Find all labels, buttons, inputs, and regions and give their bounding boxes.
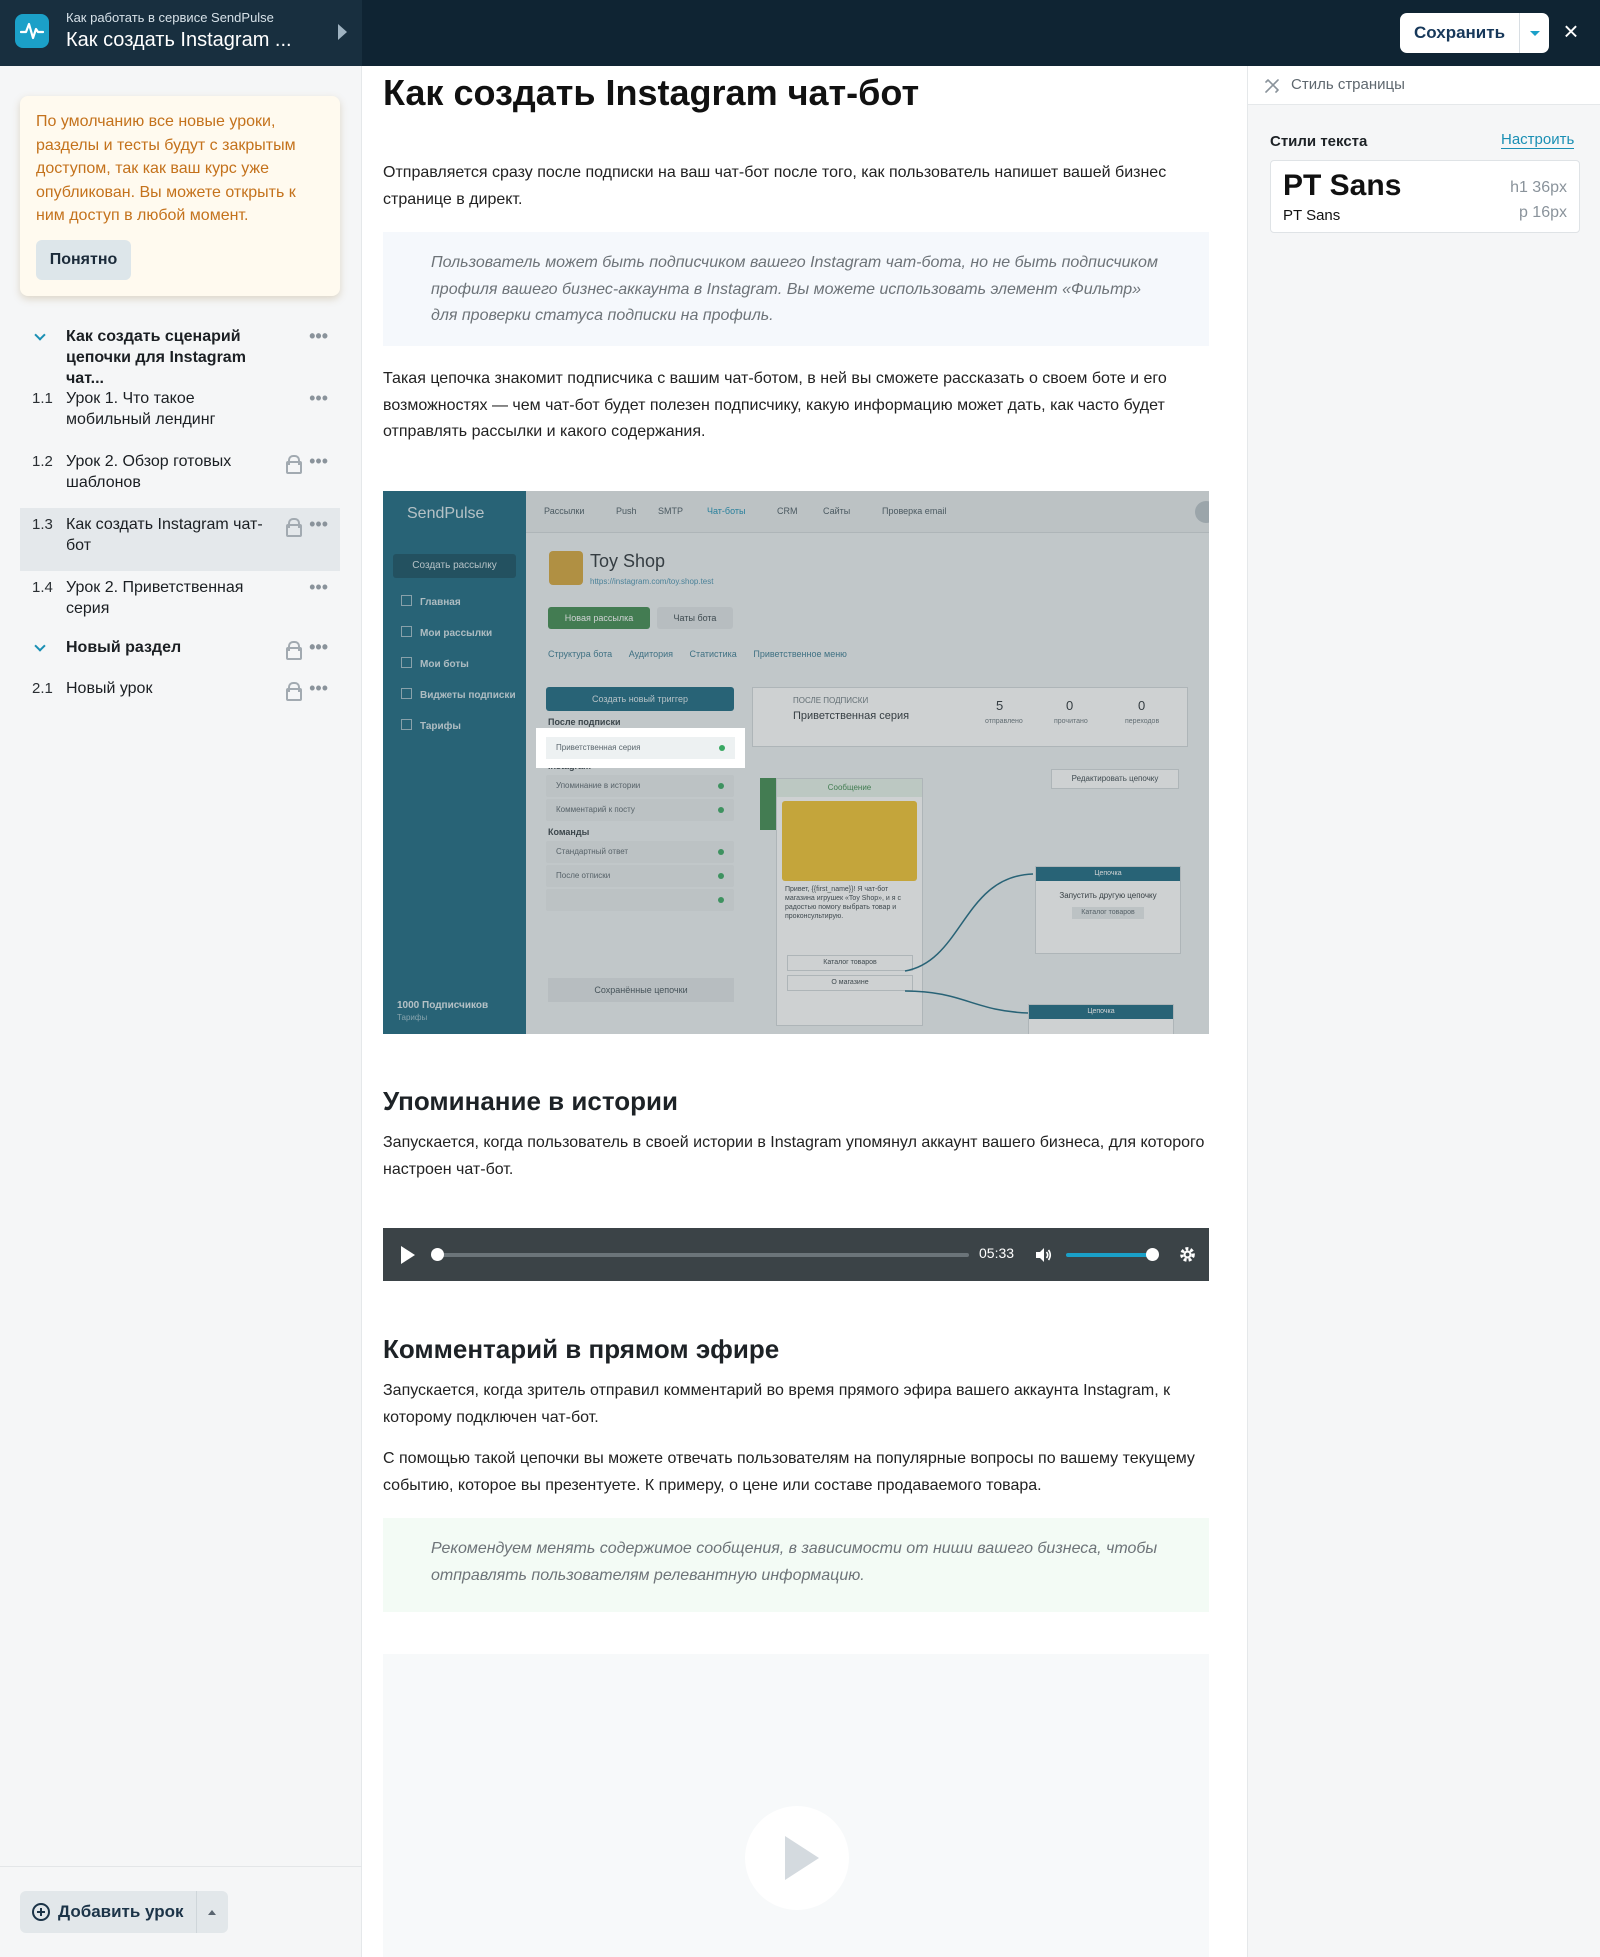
screenshot-stat: 5 (996, 698, 1004, 713)
more-icon[interactable]: ••• (309, 514, 328, 534)
lesson-label: Новый урок (66, 680, 153, 697)
screenshot-edit-chain: Редактировать цепочку (1051, 769, 1179, 789)
screenshot-logo: SendPulse (407, 505, 485, 522)
screenshot-new-campaign: Новая рассылка (548, 607, 650, 629)
section-label: Новый раздел (66, 639, 182, 656)
screenshot-chain-text: Запустить другую цепочку (1059, 891, 1157, 900)
screenshot-message-text: Привет, {{first_name}}! Я чат-бот магазина игрушек «Toy Shop», и я с радостью помогу выбрать товар и проконсультирую. (785, 886, 901, 920)
screenshot-saved-chains: Сохранённые цепочки (548, 978, 734, 1002)
screenshot-item: Комментарий к посту (546, 799, 734, 821)
quote-block[interactable]: Рекомендуем менять содержимое сообщения, в зависимости от ниши вашего бизнеса, чтобы отправлять пользователям релевантную информацию. (383, 1518, 1209, 1612)
notice-text: По умолчанию все новые уроки, разделы и тесты будут с закрытым доступом, так как ваш курс уже опубликован. Вы можете открыть к ним доступ в любой момент. (36, 113, 296, 224)
lesson-number: 2.1 (32, 680, 53, 697)
course-header (0, 0, 362, 66)
screenshot-chain-header: Цепочка (1036, 867, 1180, 881)
lesson-label: Как создать Instagram чат-бот (66, 516, 263, 554)
volume-track[interactable] (1066, 1253, 1151, 1257)
page-style-header[interactable] (1248, 66, 1600, 105)
screenshot-tab: Структура бота (548, 649, 613, 659)
paragraph[interactable]: Запускается, когда пользователь в своей истории в Instagram упомянул аккаунт вашего бизнеса, для которого настроен чат-бот. (383, 1134, 1205, 1178)
h1-size: h1 36px (1510, 179, 1567, 196)
screenshot-nav-item: Виджеты подписки (401, 688, 516, 701)
screenshot-topnav-item: Проверка email (882, 506, 947, 516)
save-options-caret-icon[interactable] (1519, 13, 1549, 53)
sidebar-footer (0, 1866, 362, 1957)
screenshot-item: После отписки (546, 865, 734, 887)
section-heading[interactable]: Комментарий в прямом эфире (383, 1334, 780, 1364)
screenshot-tab: Приветственное меню (753, 649, 847, 659)
screenshot-highlight-item: Приветственная серия (546, 737, 735, 759)
screenshot-create-trigger: Создать новый триггер (546, 687, 734, 711)
screenshot-chain-header: Цепочка (1029, 1005, 1173, 1019)
chevron-down-icon[interactable] (34, 640, 45, 651)
p-font-name: PT Sans (1283, 207, 1341, 224)
screenshot-topnav-item: Рассылки (544, 506, 585, 516)
screenshot-stat-label: прочитано (1054, 718, 1088, 725)
save-button-group (1400, 13, 1549, 53)
screenshot-tab: Аудитория (628, 649, 674, 659)
more-icon[interactable]: ••• (309, 326, 328, 346)
lesson-screenshot[interactable] (383, 491, 1209, 1034)
more-icon[interactable]: ••• (309, 678, 328, 698)
screenshot-card-label: ПОСЛЕ ПОДПИСКИ (793, 696, 869, 705)
lesson-label: Урок 1. Что такое мобильный лендинг (66, 390, 216, 428)
section-heading[interactable]: Упоминание в истории (383, 1086, 678, 1116)
access-notice (20, 96, 340, 296)
sendpulse-logo-icon[interactable] (15, 14, 49, 48)
screenshot-bot-link: https://instagram.com/toy.shop.test (590, 577, 714, 586)
add-lesson-options-caret-icon[interactable] (196, 1891, 228, 1933)
audio-progress-track[interactable] (437, 1253, 969, 1257)
video-placeholder[interactable] (383, 1654, 1209, 1957)
course-subtitle: Как работать в сервисе SendPulse (66, 10, 274, 25)
add-lesson-group (20, 1891, 228, 1933)
course-sidebar (0, 66, 362, 1957)
screenshot-chain-tag: Каталог товаров (1072, 907, 1144, 919)
lesson-label: Урок 2. Обзор готовых шаблонов (66, 453, 232, 491)
page-style-title: Стиль страницы (1291, 76, 1405, 93)
paragraph[interactable]: С помощью такой цепочки вы можете отвечать пользователям на популярные вопросы по вашему текущему событию, которое вы презентуете. К примеру, о цене или составе продаваемого товара. (383, 1450, 1195, 1494)
section-label: Как создать сценарий цепочки для Instagram чат... (66, 328, 246, 387)
screenshot-tab: Статистика (689, 649, 737, 659)
volume-handle[interactable] (1146, 1248, 1159, 1261)
lesson-row[interactable] (20, 445, 340, 508)
lesson-tree (20, 320, 340, 713)
audio-player (383, 1228, 1209, 1281)
screenshot-stat: 0 (1138, 698, 1146, 713)
audio-time: 05:33 (979, 1245, 1015, 1261)
notice-ok-button[interactable]: Понятно (36, 240, 131, 280)
lesson-row[interactable] (20, 571, 340, 631)
screenshot-highlight (536, 728, 745, 768)
page-style-panel (1247, 66, 1600, 1957)
course-title[interactable]: Как создать Instagram ... (66, 29, 292, 51)
screenshot-nav-item: Мои боты (401, 657, 469, 670)
play-icon[interactable] (401, 1246, 415, 1264)
screenshot-nav-item: Тарифы (401, 719, 461, 732)
lesson-number: 1.3 (32, 516, 53, 533)
lock-icon (286, 455, 298, 469)
screenshot-stat: 0 (1066, 698, 1074, 713)
add-lesson-button[interactable] (20, 1891, 196, 1933)
screenshot-nav-item: Главная (401, 595, 461, 608)
paragraph[interactable]: Запускается, когда зритель отправил комментарий во время прямого эфира вашего аккаунта Instagram, к которому подключен чат-бот. (383, 1382, 1171, 1426)
screenshot-topnav-item: CRM (777, 506, 798, 516)
more-icon[interactable]: ••• (309, 388, 328, 408)
h1-font-name: PT Sans (1283, 169, 1402, 202)
more-icon[interactable]: ••• (309, 577, 328, 597)
more-icon[interactable]: ••• (309, 451, 328, 471)
chevron-down-icon[interactable] (34, 329, 45, 340)
screenshot-create-button: Создать рассылку (393, 554, 516, 578)
lesson-number: 1.1 (32, 390, 53, 407)
screenshot-message-button: О магазине (787, 975, 913, 991)
screenshot-bot-title: Toy Shop (590, 551, 666, 571)
close-icon[interactable]: × (1563, 16, 1579, 46)
configure-link[interactable]: Настроить (1501, 131, 1575, 148)
section-row[interactable] (20, 631, 340, 672)
screenshot-stat-label: переходов (1125, 718, 1160, 725)
lesson-editor (363, 66, 1247, 1957)
screenshot-message-button: Каталог товаров (787, 955, 913, 971)
section-row[interactable] (20, 320, 340, 387)
lesson-row[interactable] (20, 382, 340, 445)
style-tools-icon (1264, 78, 1280, 94)
audio-progress-handle[interactable] (431, 1248, 444, 1261)
screenshot-stat-label: отправлено (985, 718, 1023, 725)
lesson-label: Урок 2. Приветственная серия (66, 579, 244, 617)
quote-block[interactable]: Пользователь может быть подписчиком вашего Instagram чат-бота, но не быть подписчиком профиля вашего бизнес-аккаунта в Instagram. Вы можете использовать элемент «Фильтр» для проверки статуса подписки на профиль. (383, 232, 1209, 346)
screenshot-tariffs: Тарифы (397, 1013, 428, 1022)
screenshot-label: Команды (548, 827, 590, 837)
screenshot-item: Стандартный ответ (546, 841, 734, 863)
screenshot-item: Упоминание в истории (546, 775, 734, 797)
screenshot-bot-chats: Чаты бота (657, 607, 733, 629)
lesson-row-active[interactable] (20, 508, 340, 571)
p-size: p 16px (1518, 204, 1567, 221)
lesson-row[interactable] (20, 672, 340, 713)
gear-icon[interactable] (1178, 1245, 1197, 1264)
lock-icon (286, 641, 298, 655)
screenshot-message-header: Сообщение (777, 779, 922, 797)
lesson-title[interactable]: Как создать Instagram чат-бот (383, 72, 920, 113)
paragraph[interactable]: Такая цепочка знакомит подписчика с вашим чат-ботом, в ней вы сможете рассказать о своем боте и его возможностях — чем чат-бот будет полезен подписчику, какую информацию может дать, как часто будет отправлять рассылки и какого содержания. (383, 370, 1167, 440)
paragraph[interactable]: Отправляется сразу после подписки на ваш чат-бот после того, как пользователь напишет вашей бизнес странице в директ. (383, 164, 1167, 208)
more-icon[interactable]: ••• (309, 637, 328, 657)
screenshot-topnav-item: Чат-боты (707, 506, 746, 516)
text-styles-label: Стили текста (1270, 133, 1368, 150)
screenshot-label: После подписки (548, 717, 621, 727)
lesson-number: 1.2 (32, 453, 53, 470)
lock-icon (286, 682, 298, 696)
screenshot-card-title: Приветственная серия (793, 710, 910, 722)
screenshot-topnav-item: Сайты (823, 506, 851, 516)
plus-circle-icon (32, 1903, 50, 1921)
volume-icon[interactable] (1034, 1246, 1052, 1264)
save-button[interactable]: Сохранить (1414, 23, 1506, 42)
screenshot-topnav-item: SMTP (658, 506, 684, 516)
screenshot-nav-item: Мои рассылки (401, 626, 492, 639)
screenshot-dim-overlay (383, 491, 1209, 1034)
video-play-icon[interactable] (745, 1806, 849, 1910)
screenshot-subscribers: 1000 Подписчиков (397, 1000, 489, 1011)
collapse-sidebar-icon[interactable] (338, 24, 347, 40)
lesson-number: 1.4 (32, 579, 53, 596)
lock-icon (286, 518, 298, 532)
font-preset-card[interactable] (1270, 160, 1580, 233)
add-lesson-label: Добавить урок (58, 1902, 184, 1921)
screenshot-topnav-item: Push (616, 506, 637, 516)
top-bar (0, 0, 1600, 66)
